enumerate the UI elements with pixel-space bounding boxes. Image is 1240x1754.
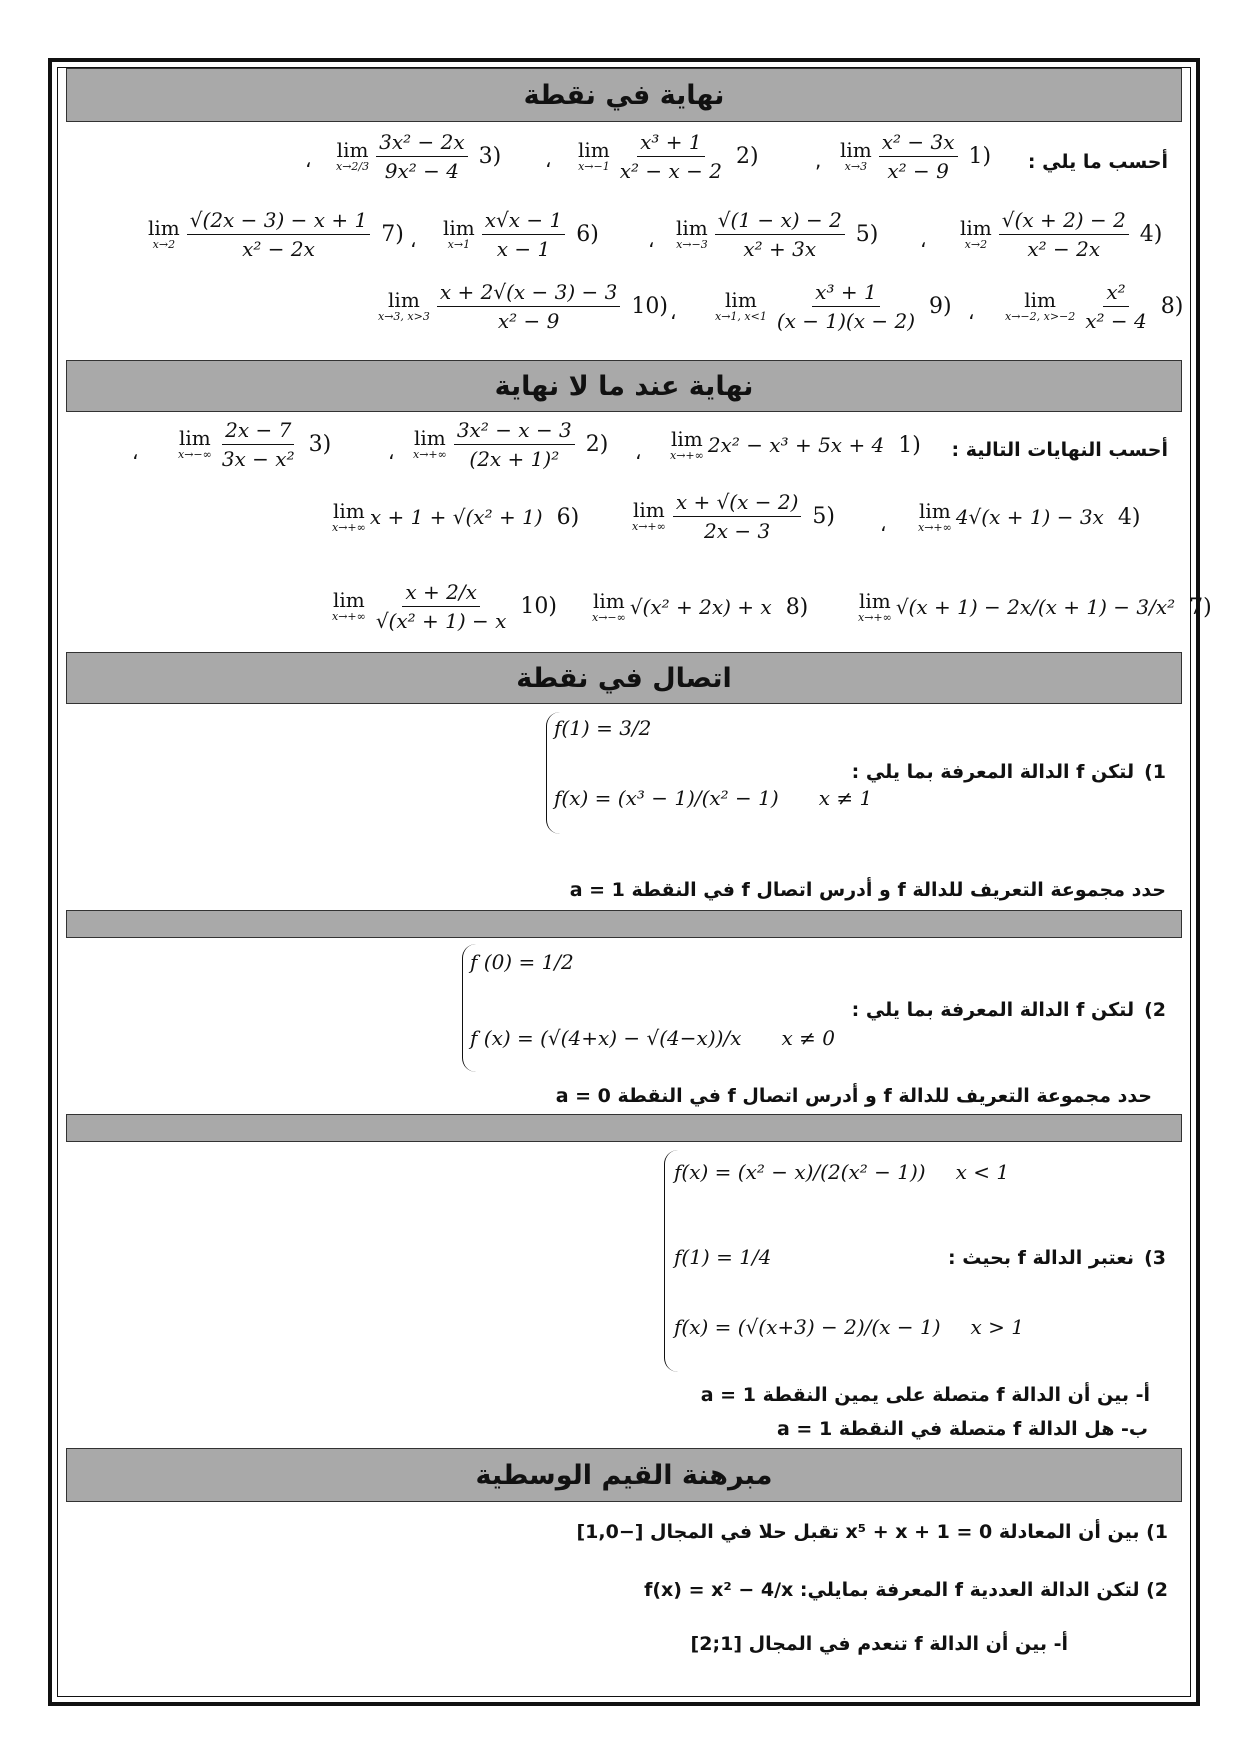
lim-sub: x→−∞ <box>592 611 626 624</box>
ex1-question <box>570 872 1166 908</box>
limit-item-9 <box>715 280 952 333</box>
ex2-line1 <box>470 950 574 974</box>
item-number: 6) <box>556 504 580 530</box>
piecewise-line: f(1) = 3/2 <box>554 716 652 740</box>
exercise-question: أ- بين أن الدالة f تنعدم في المجال [1;2] <box>690 1633 1068 1655</box>
limit-inf-item-4 <box>918 500 1140 534</box>
lim-word: lim <box>388 288 420 313</box>
item-number: 3) <box>308 432 332 457</box>
section-header-continuity <box>66 652 1182 704</box>
limit-expression: √(x² + 2x) + x <box>629 595 772 620</box>
limit-inf-item-6 <box>332 500 579 534</box>
section-title: نهاية عند ما لا نهاية <box>494 370 754 402</box>
piecewise-condition: x > 1 <box>970 1315 1024 1339</box>
frac-num: 2x − 7 <box>222 418 294 445</box>
limit-item-7 <box>148 208 404 261</box>
section-header-limit-at-point <box>66 68 1182 122</box>
lim-sub: x→−∞ <box>178 448 212 462</box>
ex1-line2 <box>554 786 872 810</box>
ex1-line1 <box>554 716 651 740</box>
limit-item-5 <box>676 208 878 261</box>
frac-num: √(x + 2) − 2 <box>999 208 1129 235</box>
instruction-limits-infinity <box>952 428 1169 472</box>
section-title: مبرهنة القيم الوسطية <box>475 1459 773 1491</box>
lim-sub: x→+∞ <box>632 520 666 534</box>
exercise-question: أ- بين أن الدالة f متصلة على يمين النقطة a = 1 <box>700 1384 1150 1406</box>
item-number: 8) <box>785 594 809 620</box>
item-number: 4) <box>1139 222 1163 247</box>
lim-word: lim <box>578 138 610 163</box>
limit-inf-item-7 <box>858 590 1212 624</box>
item-number: 5) <box>855 222 879 247</box>
lim-sub: x→2 <box>152 238 176 252</box>
ex2-line2 <box>470 1026 835 1050</box>
instruction-text: أحسب ما يلي : <box>1027 151 1168 173</box>
limit-inf-item-1 <box>670 428 921 462</box>
lim-sub: x→+∞ <box>413 448 447 462</box>
lim-word: lim <box>336 138 369 163</box>
item-number: 2) <box>736 144 759 169</box>
frac-den: x² − x − 2 <box>619 159 723 183</box>
lim-word: lim <box>148 216 180 241</box>
lim-word: lim <box>333 588 365 613</box>
frac-den: x − 1 <box>496 237 551 261</box>
ivt-ex2 <box>644 1566 1168 1614</box>
limit-inf-item-3 <box>178 418 331 471</box>
lim-sub: x→3 <box>844 160 868 174</box>
frac-num: x³ + 1 <box>637 130 705 157</box>
frac-den: 3x − x² <box>221 447 295 471</box>
item-number: 7) <box>1189 594 1212 620</box>
frac-den: x² − 2x <box>1027 237 1101 261</box>
frac-num: √(2x − 3) − x + 1 <box>187 208 371 235</box>
limit-inf-item-5 <box>632 490 835 543</box>
ex3-question-a <box>701 1378 1150 1412</box>
limit-expression: x + 1 + √(x² + 1) <box>369 505 543 530</box>
piecewise-line: f(x) = (√(x+3) − 2)/(x − 1) <box>674 1315 941 1339</box>
section-header-limit-at-infinity <box>66 360 1182 412</box>
lim-sub: x→+∞ <box>670 449 704 462</box>
exercise-number: 3) <box>1144 1247 1166 1269</box>
item-number: 9) <box>929 294 952 319</box>
item-number: 4) <box>1117 504 1141 530</box>
limit-item-6 <box>443 208 599 261</box>
lim-word: lim <box>179 426 211 451</box>
lim-word: lim <box>840 138 872 163</box>
lim-word: lim <box>414 426 446 451</box>
section-header-ivt <box>66 1448 1182 1502</box>
item-number: 2) <box>585 432 609 457</box>
limit-item-2 <box>578 130 759 183</box>
frac-den: 9x² − 4 <box>384 159 459 183</box>
frac-den: x² − 4 <box>1085 309 1147 333</box>
frac-num: x + 2√(x − 3) − 3 <box>437 280 621 307</box>
frac-num: √(1 − x) − 2 <box>715 208 845 235</box>
piecewise-line: f(1) = 1/4 <box>674 1245 772 1269</box>
piecewise-line: f(x) = (x² − x)/(2(x² − 1)) <box>674 1160 926 1184</box>
lim-sub: x→+∞ <box>918 521 952 534</box>
ex3-line3 <box>674 1315 1024 1339</box>
frac-num: x² − 3x <box>879 130 958 157</box>
exercise-number: 2) <box>1144 999 1166 1021</box>
ex2-question <box>556 1078 1152 1114</box>
frac-den: x² − 9 <box>887 159 949 183</box>
item-number: 3) <box>478 144 502 169</box>
item-number: 7) <box>381 222 404 247</box>
item-number: 8) <box>1160 294 1184 319</box>
ivt-question-a <box>691 1626 1068 1662</box>
piecewise-condition: x < 1 <box>955 1160 1010 1184</box>
lim-word: lim <box>859 589 891 613</box>
frac-num: x + √(x − 2) <box>673 490 802 517</box>
frac-num: x√x − 1 <box>482 208 566 235</box>
exercise-number: 1) <box>1144 761 1166 783</box>
lim-sub: x→+∞ <box>332 610 366 624</box>
exercise-question: ب- هل الدالة f متصلة في النقطة a = 1 <box>777 1418 1148 1440</box>
lim-word: lim <box>725 288 757 313</box>
ex3-line2 <box>674 1245 771 1269</box>
lim-sub: x→3, x>3 <box>378 310 430 324</box>
frac-den: 2x − 3 <box>704 519 771 543</box>
lim-sub: x→−2, x>−2 <box>1005 310 1076 324</box>
frac-den: (2x + 1)² <box>469 447 560 471</box>
piecewise-line: f (x) = (√(4+x) − √(4−x))/x <box>470 1026 742 1050</box>
exercise-intro: لتكن f الدالة المعرفة بما يلي : <box>851 761 1135 783</box>
limit-item-3 <box>336 130 501 183</box>
limit-item-8 <box>1005 280 1183 333</box>
frac-num: 3x² − 2x <box>376 130 468 157</box>
piecewise-line: f (0) = 1/2 <box>470 950 574 974</box>
exercise-question: حدد مجموعة التعريف للدالة f و أدرس اتصال f في النقطة a = 1 <box>569 879 1166 901</box>
piecewise-line: f(x) = (x³ − 1)/(x² − 1) <box>554 786 779 810</box>
ex3-line1 <box>674 1160 1009 1184</box>
limit-inf-item-8 <box>592 590 808 624</box>
frac-num: x³ + 1 <box>812 280 880 307</box>
lim-sub: x→2/3 <box>336 160 370 174</box>
limit-item-1 <box>840 130 991 183</box>
lim-sub: x→+∞ <box>858 611 892 624</box>
piecewise-condition: x ≠ 1 <box>818 786 873 810</box>
limit-inf-item-10 <box>332 580 557 633</box>
exercise-intro: لتكن f الدالة المعرفة بما يلي : <box>851 999 1135 1021</box>
lim-word: lim <box>633 498 665 523</box>
ex3-intro <box>948 1240 1166 1276</box>
frac-num: x + 2/x <box>402 580 480 607</box>
lim-word: lim <box>333 499 365 523</box>
limit-item-4 <box>960 208 1162 261</box>
item-number: 6) <box>576 222 599 247</box>
frac-den: √(x² + 1) − x <box>375 609 507 633</box>
lim-sub: x→1, x<1 <box>715 310 767 324</box>
item-number: 1) <box>968 144 992 169</box>
lim-sub: x→−1 <box>578 160 610 174</box>
lim-word: lim <box>671 427 703 451</box>
frac-den: x² + 3x <box>743 237 817 261</box>
frac-den: x² − 9 <box>497 309 560 333</box>
exercise-text: 1) بين أن المعادلة x⁵ + x + 1 = 0 تقبل حلا في المجال [−1,0] <box>576 1521 1168 1543</box>
limit-expression: 4√(x + 1) − 3x <box>955 505 1104 530</box>
ex2-intro <box>852 992 1166 1028</box>
item-number: 10) <box>520 594 557 619</box>
lim-word: lim <box>593 589 625 613</box>
lim-word: lim <box>1024 288 1057 313</box>
frac-num: x² <box>1103 280 1128 307</box>
frac-den: x² − 2x <box>242 237 315 261</box>
item-number: 1) <box>898 432 921 458</box>
limit-item-10 <box>378 280 668 333</box>
ex1-intro <box>852 754 1166 790</box>
lim-sub: x→−3 <box>676 238 708 252</box>
exercise-question: حدد مجموعة التعريف للدالة f و أدرس اتصال f في النقطة a = 0 <box>555 1085 1152 1107</box>
limit-expression: 2x² − x³ + 5x + 4 <box>707 433 885 458</box>
lim-sub: x→+∞ <box>332 521 366 534</box>
lim-sub: x→1 <box>447 238 471 252</box>
instruction-text: أحسب النهايات التالية : <box>951 439 1168 461</box>
lim-sub: x→2 <box>964 238 988 252</box>
ex3-question-b <box>777 1412 1148 1446</box>
ivt-ex1 <box>576 1512 1168 1552</box>
separator-bar-2 <box>66 1114 1182 1142</box>
section-title: نهاية في نقطة <box>523 79 725 111</box>
exercise-text: 2) لتكن الدالة العددية f المعرفة بمايلي: f(x) = x² − 4/x <box>644 1579 1168 1601</box>
instruction-limits-point <box>1028 140 1168 184</box>
limit-expression: √(x + 1) − 2x/(x + 1) − 3/x² <box>895 595 1176 620</box>
limit-inf-item-2 <box>413 418 608 471</box>
lim-word: lim <box>676 216 708 241</box>
separator-bar-1 <box>66 910 1182 938</box>
section-title: اتصال في نقطة <box>516 662 732 694</box>
lim-word: lim <box>443 216 475 241</box>
piecewise-condition: x ≠ 0 <box>781 1026 835 1050</box>
lim-word: lim <box>960 216 992 241</box>
item-number: 10) <box>631 294 668 319</box>
frac-num: 3x² − x − 3 <box>454 418 575 445</box>
lim-word: lim <box>919 499 951 523</box>
exercise-intro: نعتبر الدالة f بحيث : <box>948 1247 1135 1269</box>
frac-den: (x − 1)(x − 2) <box>776 309 916 333</box>
item-number: 5) <box>812 504 835 529</box>
